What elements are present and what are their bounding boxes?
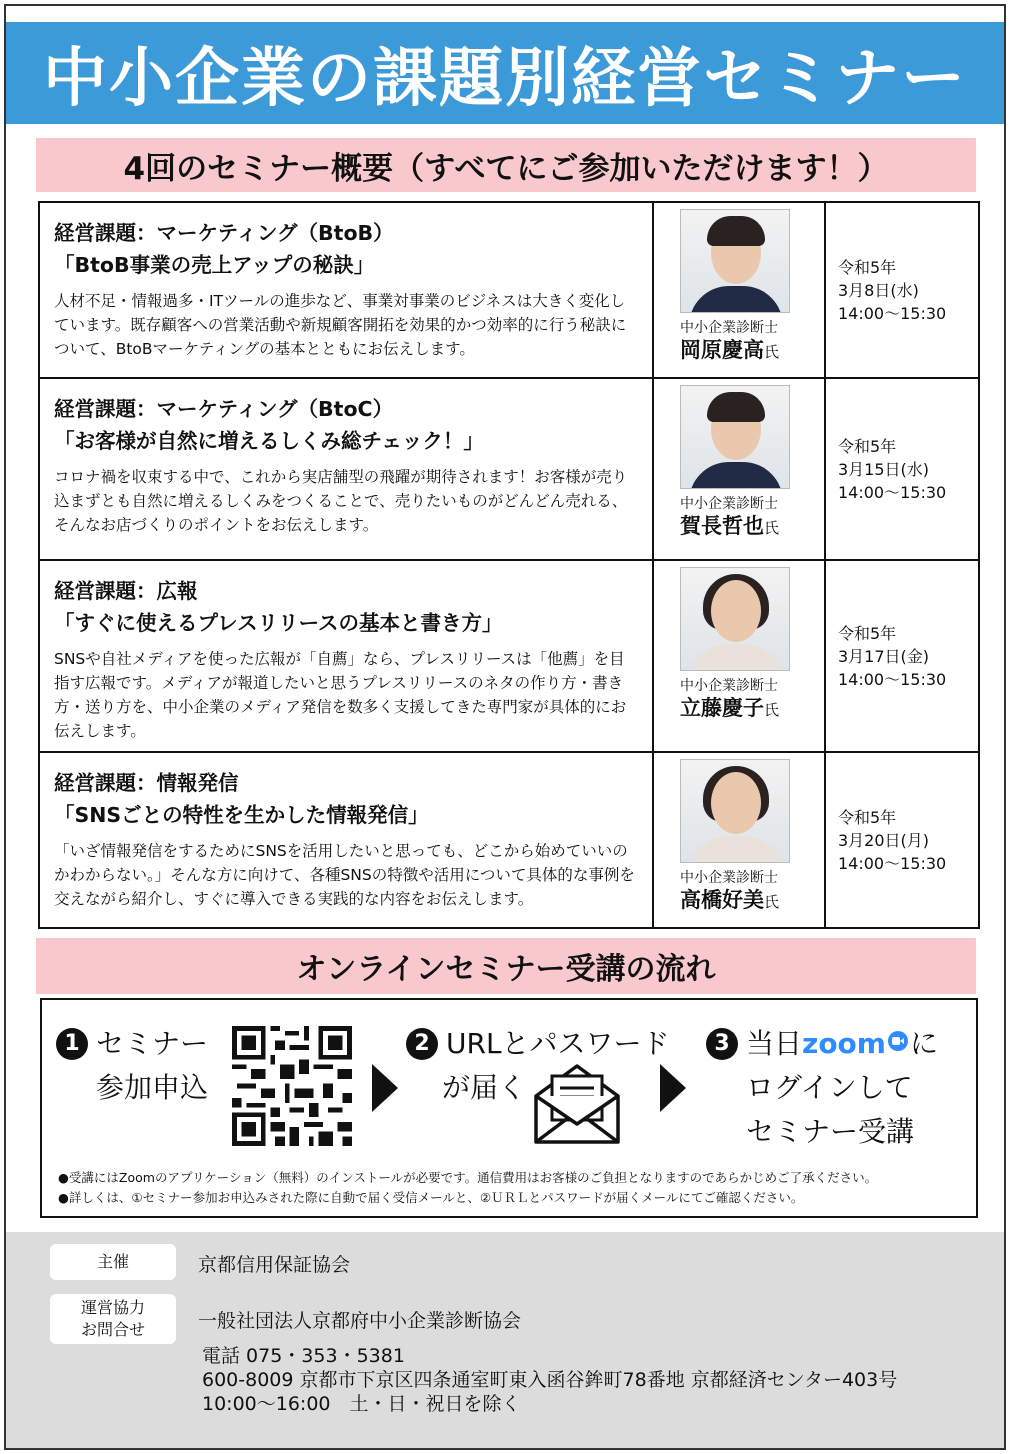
speaker-photo (680, 759, 790, 863)
seminar-description: コロナ禍を収束する中で、これから実店舗型の飛躍が期待されます！お客様が売り込まずとも自然に増えるしくみをつくることで、売りたいものがどんどん売れる、そんなお店づくりのポイントをお伝えします。 (54, 468, 628, 534)
coop-name: 一般社団法人京都府中小企業診断協会 (198, 1310, 522, 1332)
seminar-topic: 経営課題：マーケティング（BtoC） (54, 397, 394, 421)
seminar-description-cell (39, 560, 653, 752)
contact-address: 600-8009 京都市下京区四条通室町東入函谷鉾町78番地 京都経済センター403号 (202, 1369, 898, 1391)
speaker-photo (680, 385, 790, 489)
step-3-post: に (909, 1027, 938, 1060)
seminar-title: 「BtoB事業の売上アップの秘訣」 (54, 253, 375, 277)
seminar-row (39, 202, 979, 378)
seminar-time: 14:00〜15:30 (838, 853, 947, 873)
speaker-role: 中小企業診断士 (680, 320, 778, 336)
speaker-name-line (680, 513, 818, 541)
overview-heading: 4回のセミナー概要（すべてにご参加いただけます！） (36, 138, 976, 192)
speaker-name-line (680, 887, 818, 915)
seminar-title: 「SNSごとの特性を生かした情報発信」 (54, 803, 429, 827)
seminar-date: 3月20日(月) (838, 830, 930, 850)
honorific: 氏 (764, 893, 780, 911)
step-1-line-1: セミナー (96, 1027, 209, 1060)
flow-box (40, 998, 978, 1218)
speaker-name: 高橋好美 (680, 888, 764, 912)
host-name: 京都信用保証協会 (198, 1254, 351, 1276)
speaker-name-line (680, 695, 818, 723)
step-3-line-2: ログインして (746, 1071, 913, 1104)
arrow-right-icon (372, 1064, 398, 1112)
qr-code-icon[interactable] (232, 1026, 352, 1146)
seminar-table (38, 201, 980, 929)
zoom-logo: zoom (802, 1027, 886, 1060)
speaker-role: 中小企業診断士 (680, 678, 778, 694)
speaker-name: 岡原慶高 (680, 338, 764, 362)
speaker-photo (680, 567, 790, 671)
step-3 (706, 1022, 938, 1154)
contact-hours: 10:00〜16:00 土・日・祝日を除く (202, 1393, 521, 1415)
step-3-pre: 当日 (746, 1027, 803, 1060)
seminar-era: 令和5年 (838, 623, 897, 643)
footer (6, 1232, 1004, 1448)
step-1 (56, 1022, 208, 1110)
seminar-description: 「いざ情報発信をするためにSNSを活用したいと思っても、どこから始めていいのかわからない。」そんな方に向けて、各種SNSの特徴や活用について具体的な事例を交えながら紹介し、すぐに導入できる実践的な内容をお伝えします。 (54, 842, 635, 908)
speaker-cell (653, 202, 825, 378)
step-number-3: 3 (706, 1028, 738, 1060)
seminar-topic: 経営課題：情報発信 (54, 771, 239, 795)
datetime-cell (825, 752, 979, 928)
seminar-description-cell (39, 202, 653, 378)
speaker-cell (653, 378, 825, 560)
datetime-cell (825, 560, 979, 752)
seminar-description: 人材不足・情報過多・ITツールの進歩など、事業対事業のビジネスは大きく変化しています。既存顧客への営業活動や新規顧客開拓を効果的かつ効率的に行う秘訣について、BtoBマーケティングの基本とともにお伝えします。 (54, 292, 627, 358)
seminar-row (39, 752, 979, 928)
seminar-description: SNSや自社メディアを使った広報が「自薦」なら、プレスリリースは「他薦」を目指す広報です。メディアが報道したいと思うプレスリリースのネタの作り方・書き方・送り方を、中小企業のメディア発信を数多く支援してきた専門家が具体的にお伝えします。 (54, 650, 627, 740)
note-line: ●詳しくは、①セミナー参加お申込みされた際に自動で届く受信メールと、②ＵＲＬとパスワードが届くメールにてご確認ください。 (58, 1190, 804, 1205)
honorific: 氏 (764, 343, 780, 361)
seminar-era: 令和5年 (838, 257, 897, 277)
seminar-date: 3月15日(水) (838, 459, 930, 479)
seminar-topic: 経営課題：広報 (54, 579, 198, 603)
speaker-cell (653, 560, 825, 752)
speaker-role: 中小企業診断士 (680, 496, 778, 512)
page-title: 中小企業の課題別経営セミナー (6, 22, 1004, 124)
coop-label (50, 1294, 176, 1344)
speaker-role: 中小企業診断士 (680, 870, 778, 886)
speaker-photo (680, 209, 790, 313)
seminar-row (39, 378, 979, 560)
speaker-name-line (680, 337, 818, 365)
seminar-title: 「すぐに使えるプレスリリースの基本と書き方」 (54, 611, 503, 635)
step-number-1: 1 (56, 1028, 88, 1060)
speaker-name: 立藤慶子 (680, 696, 764, 720)
step-2-line-2: が届く (442, 1071, 527, 1104)
flow-notes (58, 1168, 877, 1208)
envelope-icon (532, 1062, 622, 1146)
step-2-line-1: URLとパスワード (446, 1027, 670, 1060)
seminar-title: 「お客様が自然に増えるしくみ総チェック！」 (54, 429, 484, 453)
seminar-era: 令和5年 (838, 807, 897, 827)
seminar-era: 令和5年 (838, 436, 897, 456)
contact-phone: 電話 075・353・5381 (202, 1345, 405, 1367)
seminar-date: 3月8日(水) (838, 280, 919, 300)
seminar-time: 14:00〜15:30 (838, 482, 947, 502)
step-3-line-3: セミナー受講 (746, 1115, 915, 1148)
seminar-description-cell (39, 378, 653, 560)
honorific: 氏 (764, 701, 780, 719)
speaker-name: 賀長哲也 (680, 514, 764, 538)
coop-label-line-1: 運営協力 (80, 1298, 145, 1317)
seminar-time: 14:00〜15:30 (838, 669, 947, 689)
arrow-right-icon (660, 1064, 686, 1112)
seminar-row (39, 560, 979, 752)
datetime-cell (825, 202, 979, 378)
datetime-cell (825, 378, 979, 560)
seminar-date: 3月17日(金) (838, 646, 930, 666)
seminar-time: 14:00〜15:30 (838, 303, 947, 323)
note-line: ●受講にはZoomのアプリケーション（無料）のインストールが必要です。通信費用はお客様のご負担となりますのであらかじめご了承ください。 (58, 1170, 878, 1185)
speaker-cell (653, 752, 825, 928)
zoom-camera-icon (888, 1031, 908, 1051)
seminar-topic: 経営課題：マーケティング（BtoB） (54, 221, 394, 245)
coop-label-line-2: お問合せ (80, 1320, 145, 1339)
step-1-line-2: 参加申込 (96, 1071, 209, 1104)
step-number-2: 2 (406, 1028, 438, 1060)
host-label: 主催 (50, 1244, 176, 1280)
honorific: 氏 (764, 519, 780, 537)
seminar-description-cell (39, 752, 653, 928)
flow-heading: オンラインセミナー受講の流れ (36, 938, 976, 994)
